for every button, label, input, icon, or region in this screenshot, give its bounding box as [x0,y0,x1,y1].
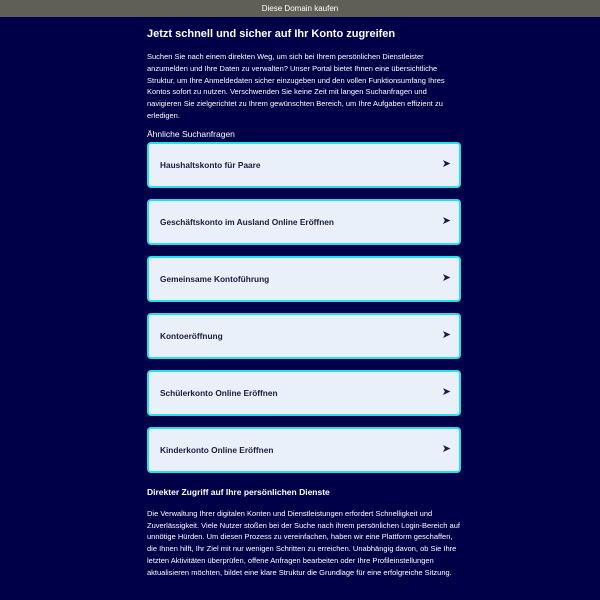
arrow-right-icon: ➤ [441,158,451,171]
search-link-label: Schülerkonto Online Eröffnen [160,387,278,398]
search-link-card[interactable] [147,199,461,245]
intro-text: Suchen Sie nach einem direkten Weg, um sich bei Ihrem persönlichen Dienstleister anzumelden und Ihre Daten zu verwalten? Unser Portal bietet Ihnen eine übersichtliche Struktur, um Ihre Anmeldedaten sicher einzugeben und den vollen Funktionsumfang Ihres Kontos sofort zu nutzen. Verschwenden Sie keine Zeit mit langen Suchanfragen und navigieren Sie zielgerichtet zu Ihrem gewünschten Bereich, um Ihre Aufgaben effizient zu erledigen. [147,52,445,120]
search-link-card[interactable] [147,313,461,359]
buy-domain-link[interactable]: Diese Domain kaufen [261,4,339,13]
search-link-card[interactable] [147,256,461,302]
main-content [147,17,461,579]
related-searches-list [147,142,461,473]
search-link-label: Kontoeröffnung [160,330,223,341]
arrow-right-icon: ➤ [441,272,451,285]
arrow-right-icon: ➤ [441,215,451,228]
search-link-card[interactable] [147,142,461,188]
arrow-right-icon: ➤ [441,443,451,456]
search-link-card[interactable] [147,427,461,473]
related-searches-heading: Ähnliche Suchanfragen [147,128,235,139]
arrow-right-icon: ➤ [441,386,451,399]
search-link-label: Geschäftskonto im Ausland Online Eröffnen [160,216,334,227]
page-title: Jetzt schnell und sicher auf Ihr Konto zugreifen [147,28,396,40]
search-link-card[interactable] [147,370,461,416]
search-link-label: Gemeinsame Kontoführung [160,273,270,284]
arrow-right-icon: ➤ [441,329,451,342]
search-link-label: Haushaltskonto für Paare [160,159,261,170]
search-link-label: Kinderkonto Online Eröffnen [160,444,274,455]
top-bar [0,0,600,17]
section-body: Die Verwaltung Ihrer digitalen Konten und Dienstleistungen erfordert Schnelligkeit und Zuverlässigkeit. Viele Nutzer stoßen bei der Suche nach ihrem persönlichen Login-Bereich auf unnötige Hürden. Um diesen Prozess zu vereinfachen, haben wir eine Plattform geschaffen, die Ihnen hilft, Ihr Ziel mit nur wenigen Schritten zu erreichen. Unabhängig davon, ob Sie Ihre letzten Aktivitäten überprüfen, offene Anfragen bearbeiten oder Ihre Profileinstellungen aktualisieren möchten, bildet eine klare Struktur die Grundlage für eine erfolgreiche Sitzung. [147,508,460,577]
section-title: Direkter Zugriff auf Ihre persönlichen Dienste [147,486,330,497]
